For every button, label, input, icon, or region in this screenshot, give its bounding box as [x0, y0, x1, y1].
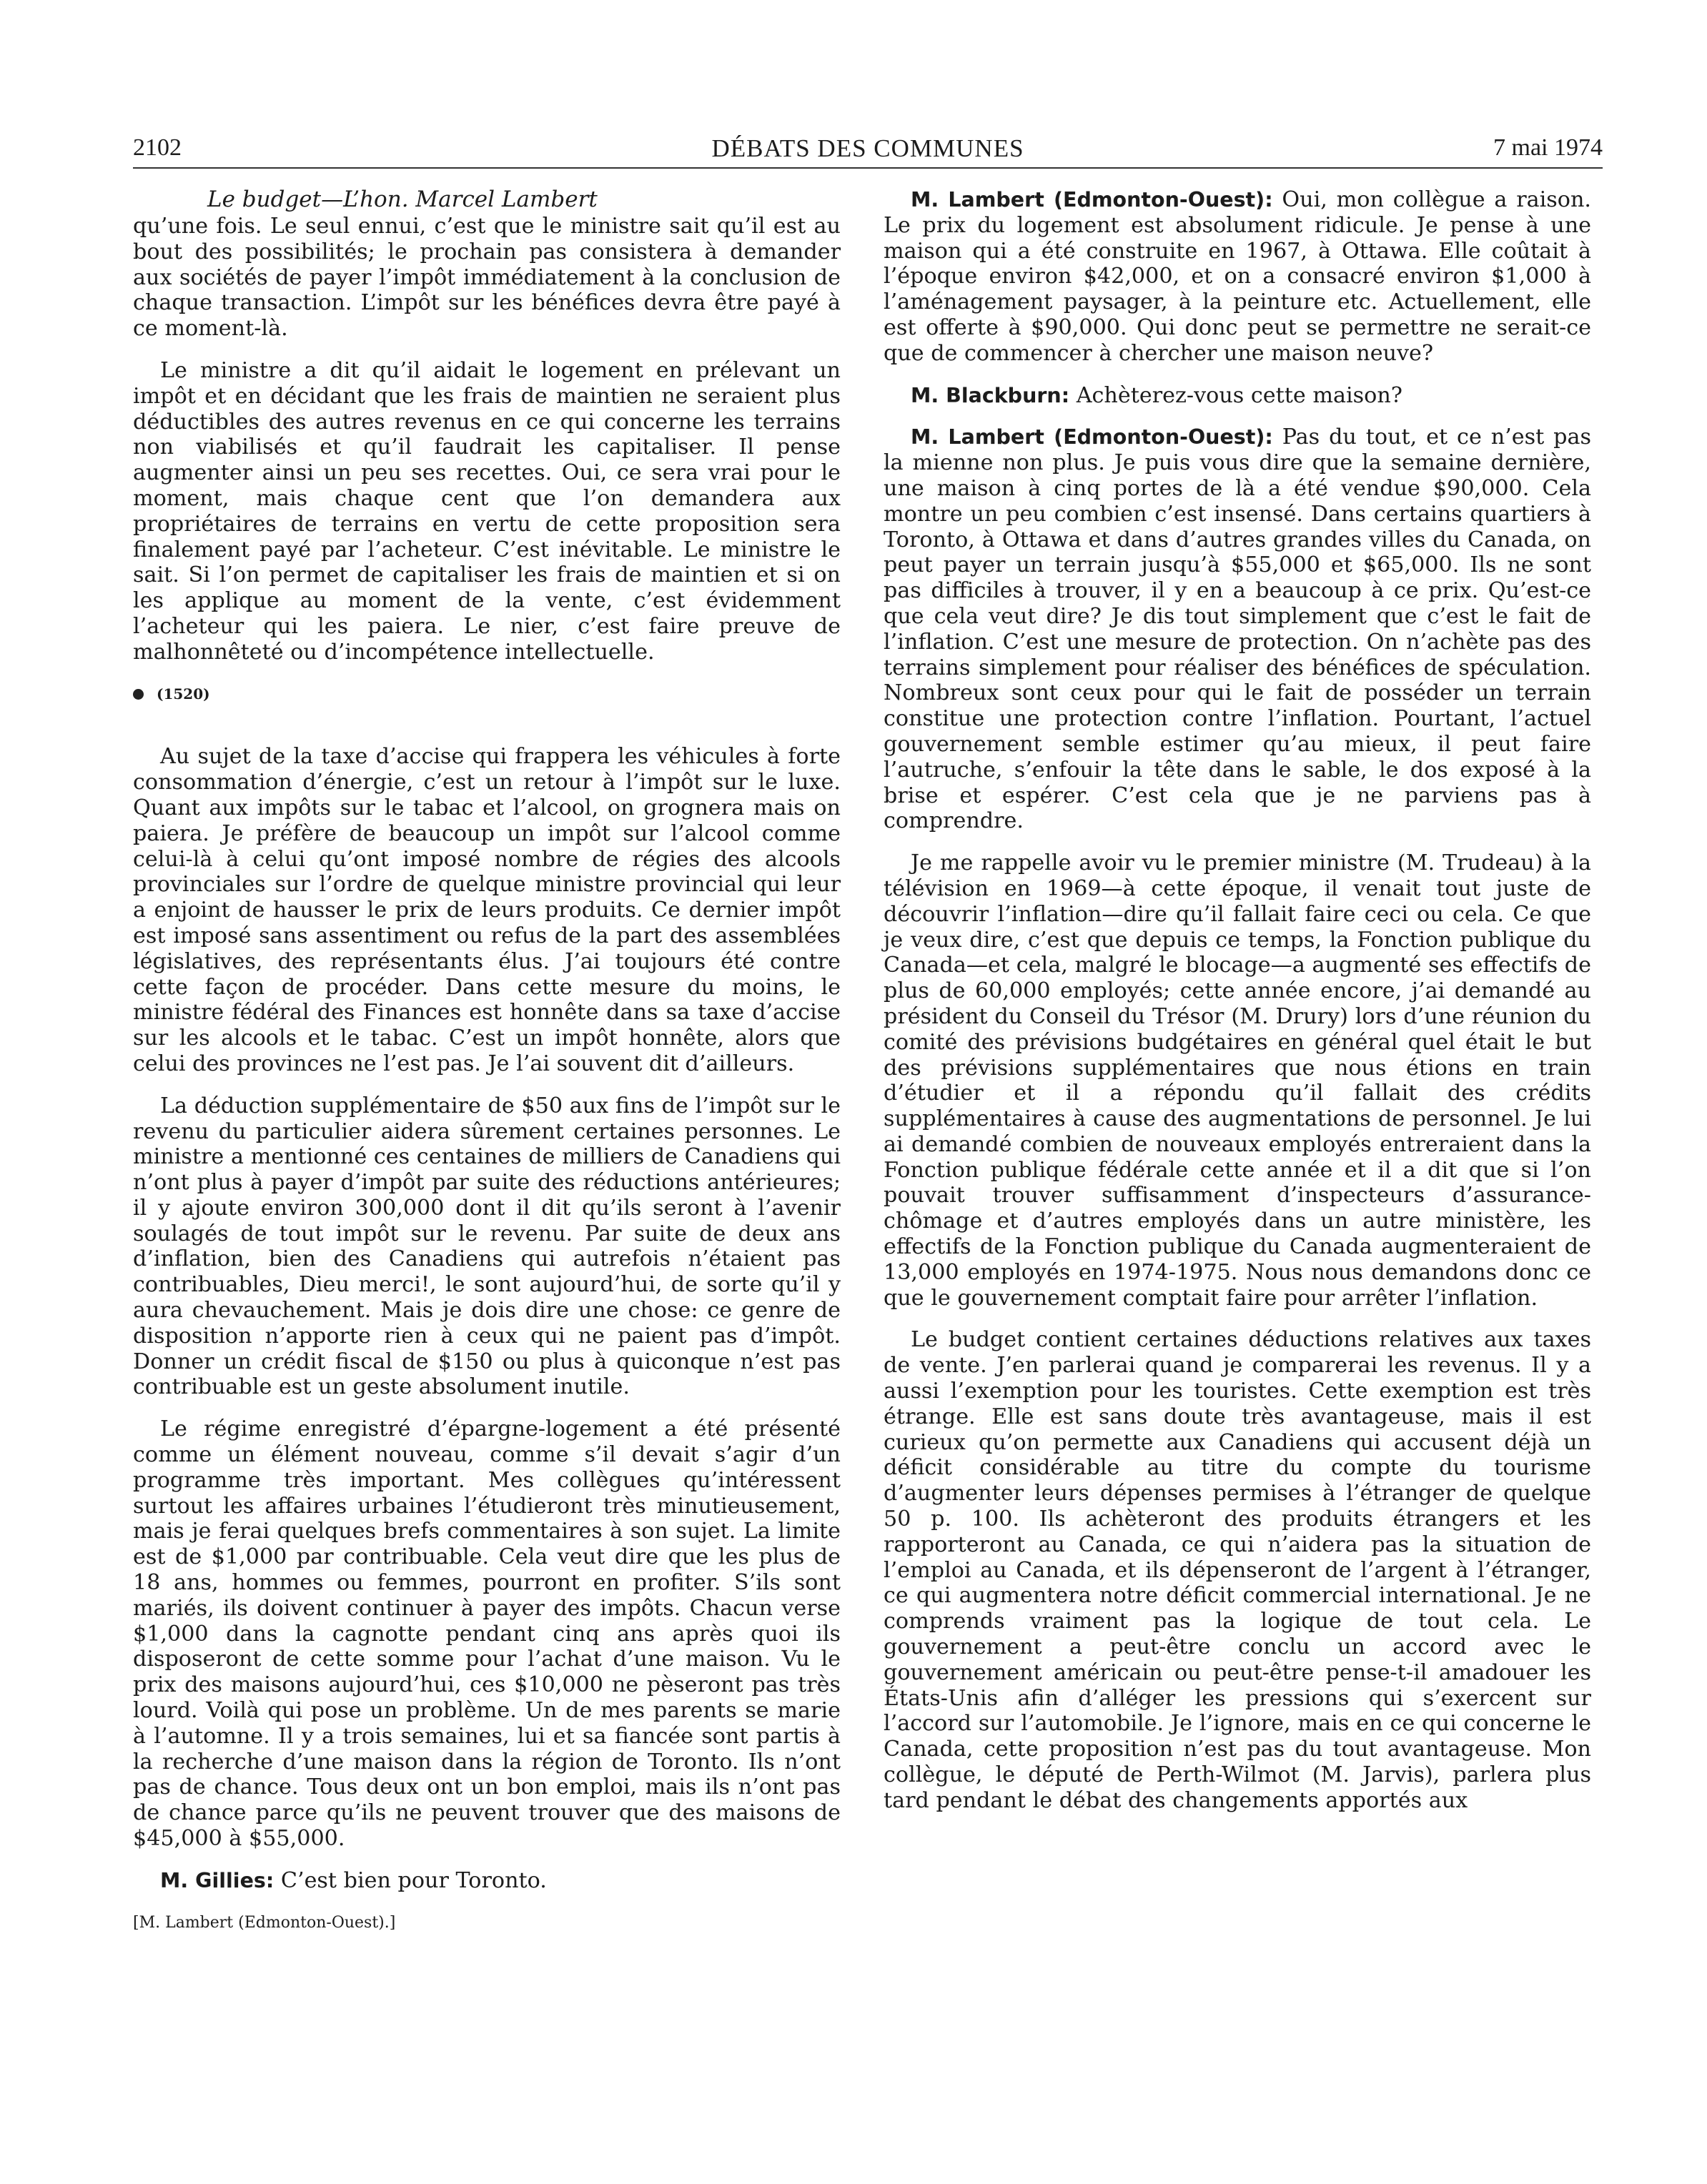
speech-text: Pas du tout, et ce n’est pas la mienne non plus. Je puis vous dire que la semaine dernière, une maison à cinq portes de là a été vendue $90,000. Cela montre un peu combien c’est insensé. Dans certains quartiers à Toronto, à Ottawa et dans d’autres grandes villes du Canada, on peut payer un terrain jusqu’à $55,000 et $65,000. Ils ne sont pas difficiles à trouver, il y en a beaucoup à ce prix. Qu’est-ce que cela veut dire? Je dis tout simplement que c’est le fait de l’inflation. C’est une mesure de protection. On n’achète pas des terrains simplement pour réaliser des bénéfices de spéculation. Nombreux sont ceux pour qui le fait de posséder un terrain constitue une protection contre l’inflation. Pourtant, l’actuel gouvernement semble estimer qu’au mieux, il peut faire l’autruche, s’enfouir la tête dans le sable, le dos exposé à la brise et espérer. C’est cela que je ne parviens pas à comprendre.	[884, 425, 1591, 834]
bullet-icon	[133, 689, 144, 700]
section-subhead: Le budget—L’hon. Marcel Lambert	[207, 187, 598, 212]
speaker-name: M. Blackburn:	[911, 383, 1070, 407]
timestamp-text: (1520)	[157, 685, 210, 703]
left-column	[133, 187, 841, 1952]
right-column	[884, 187, 1591, 1830]
speech-text: Oui, mon collègue a raison. Le prix du logement est absolument ridicule. Je pense à une maison qui a été construite en 1967, à Ottawa. Elle coûtait à l’époque environ $42,000, et on a consacré environ $1,000 à l’aménagement paysager, à la peinture etc. Actuellement, elle est offerte à $90,000. Qui donc peut se permettre ne serait-ce que de commencer à chercher une maison neuve?	[884, 187, 1591, 366]
paragraph: qu’une fois. Le seul ennui, c’est que le ministre sait qu’il est au bout des possibilités; le prochain pas consistera à demander aux sociétés de payer l’impôt immédiatement à la conclusion de chaque transaction. L’impôt sur les bénéfices devra être payé à ce moment-là.	[133, 214, 841, 342]
speaker-name: M. Lambert (Edmonton-Ouest):	[911, 425, 1273, 450]
timestamp-marker	[133, 682, 841, 708]
speech-text: Achèterez-vous cette maison?	[1069, 382, 1402, 408]
speech-text: C’est bien pour Toronto.	[274, 1867, 547, 1893]
continuation-note: [M. Lambert (Edmonton-Ouest).]	[133, 1913, 396, 1932]
speaker-name: M. Lambert (Edmonton-Ouest):	[911, 188, 1273, 212]
speech-paragraph	[884, 383, 1591, 409]
page-number: 2102	[133, 134, 182, 161]
paragraph: Au sujet de la taxe d’accise qui frappera les véhicules à forte consommation d’énergie, c’est un retour à l’impôt sur le luxe. Quant aux impôts sur le tabac et l’alcool, on grognera mais on paiera. Je préfère de beaucoup un impôt sur l’alcool comme celui-là à celui qu’ont imposé nombre de régies des alcools provinciales sur l’ordre de quelque ministre provincial qui leur a enjoint de hausser le prix de leurs produits. Ce dernier impôt est imposé sans assentiment ou refus de la part des assemblées législatives, des représentants élus. J’ai toujours été contre cette façon de procéder. Dans cette mesure du moins, le ministre fédéral des Finances est honnête dans sa taxe d’accise sur les alcools et le tabac. C’est un impôt honnête, alors que celui des provinces ne l’est pas. Je l’ai souvent dit d’ailleurs.	[133, 744, 841, 1076]
paragraph: La déduction supplémentaire de $50 aux fins de l’impôt sur le revenu du particulier aidera sûrement certaines personnes. Le ministre a mentionné ces centaines de milliers de Canadiens qui n’ont plus à payer d’impôt par suite des réductions antérieures; il y ajoute environ 300,000 dont il dit qu’ils seront à l’avenir soulagés de tout impôt sur le revenu. Par suite de deux ans d’inflation, bien des Canadiens qui autrefois n’étaient pas contribuables, Dieu merci!, le sont aujourd’hui, de sorte qu’il y aura chevauchement. Mais je dois dire une chose: ce genre de disposition n’apporte rien à ceux qui ne paient pas d’impôt. Donner un crédit fiscal de $150 ou plus à quiconque n’est pas contribuable est un geste absolument inutile.	[133, 1093, 841, 1400]
paragraph: Le ministre a dit qu’il aidait le logement en prélevant un impôt et en décidant que les frais de maintien ne seraient plus déductibles des autres revenus en ce qui concerne les terrains non viabilisés et qu’il faudrait les capitaliser. Il pense augmenter ainsi un peu ses recettes. Oui, ce sera vrai pour le moment, mais chaque cent que l’on demandera aux propriétaires de terrains en vertu de cette proposition sera finalement payé par l’acheteur. C’est inévitable. Le ministre le sait. Si l’on permet de capitaliser les frais de maintien et si on les applique au moment de la vente, c’est évidemment l’acheteur qui les paiera. Le nier, c’est faire preuve de malhonnêteté ou d’incompétence intellectuelle.	[133, 357, 841, 665]
page-date: 7 mai 1974	[1493, 134, 1603, 161]
speech-paragraph	[884, 187, 1591, 367]
paragraph: Je me rappelle avoir vu le premier ministre (M. Trudeau) à la télévision en 1969—à cette époque, il venait tout juste de découvrir l’inflation—dire qu’il fallait faire ceci ou cela. Ce que je veux dire, c’est que depuis ce temps, la Fonction publique du Canada—et cela, malgré le blocage—a augmenté ses effectifs de plus de 60,000 employés; cette année encore, j’ai demandé au président du Conseil du Trésor (M. Drury) lors d’une réunion du comité des prévisions budgétaires en général quel était le but des prévisions supplémentaires que nous étions en train d’étudier et il a répondu qu’il fallait des crédits supplémentaires à cause des augmentations de personnel. Je lui ai demandé combien de nouveaux employés entreraient dans la Fonction publique fédérale cette année et il a dit que si l’on pouvait trouver suffisamment d’inspecteurs d’assurance-chômage et d’autres employés dans un autre ministère, les effectifs de la Fonction publique du Canada augmenteraient de 13,000 employés en 1974-1975. Nous nous demandons donc ce que le gouvernement comptait faire pour arrêter l’inflation.	[884, 850, 1591, 1311]
publication-title: DÉBATS DES COMMUNES	[711, 134, 1024, 162]
paragraph: Le budget contient certaines déductions relatives aux taxes de vente. J’en parlerai quand je comparerai les revenus. Il y a aussi l’exemption pour les touristes. Cette exemption est très étrange. Elle est sans doute très avantageuse, mais il est curieux qu’on permette aux Canadiens qui accusent déjà un déficit considérable au titre du compte du tourisme d’augmenter leurs dépenses permises à l’étranger de quelque 50 p. 100. Ils achèteront des produits étrangers et les rapporteront au Canada, ce qui n’aidera pas la situation de l’emploi au Canada, et ils dépenseront de l’argent à l’étranger, ce qui augmentera notre déficit commercial international. Je ne comprends vraiment pas la logique de tout cela. Le gouvernement a peut-être conclu un accord avec le gouvernement américain ou peut-être pense-t-il amadouer les États-Unis afin d’alléger les pressions qui s’exercent sur l’accord sur l’automobile. Je l’ignore, mais en ce qui concerne le Canada, cette proposition n’est pas du tout avantageuse. Mon collègue, le député de Perth-Wilmot (M. Jarvis), parlera plus tard pendant le débat des changements apportés aux	[884, 1327, 1591, 1813]
speaker-name: M. Gillies:	[160, 1868, 274, 1892]
speech-paragraph	[884, 425, 1591, 834]
paragraph: Le régime enregistré d’épargne-logement a été présenté comme un élément nouveau, comme s’il devait s’agir d’un programme très important. Mes collègues qu’intéressent surtout les affaires urbaines l’étudieront très minutieusement, mais je ferai quelques brefs commentaires à son sujet. La limite est de $1,000 par contribuable. Cela veut dire que les plus de 18 ans, hommes ou femmes, pourront en profiter. S’ils sont mariés, ils doivent continuer à payer des impôts. Chacun verse $1,000 dans la cagnotte pendant cinq ans après quoi ils disposeront de cette somme pour l’achat d’une maison. Vu le prix des maisons aujourd’hui, ces $10,000 ne pèseront pas très lourd. Voilà qui pose un problème. Un de mes parents se marie à l’automne. Il y a trois semaines, lui et sa fiancée sont partis à la recherche d’une maison dans la région de Toronto. Ils n’ont pas de chance. Tous deux ont un bon emploi, mais ils n’ont pas de chance parce qu’ils ne peuvent trouver que des maisons de $45,000 à $55,000.	[133, 1416, 841, 1852]
speech-paragraph	[133, 1868, 841, 1894]
page-header	[133, 133, 1603, 169]
